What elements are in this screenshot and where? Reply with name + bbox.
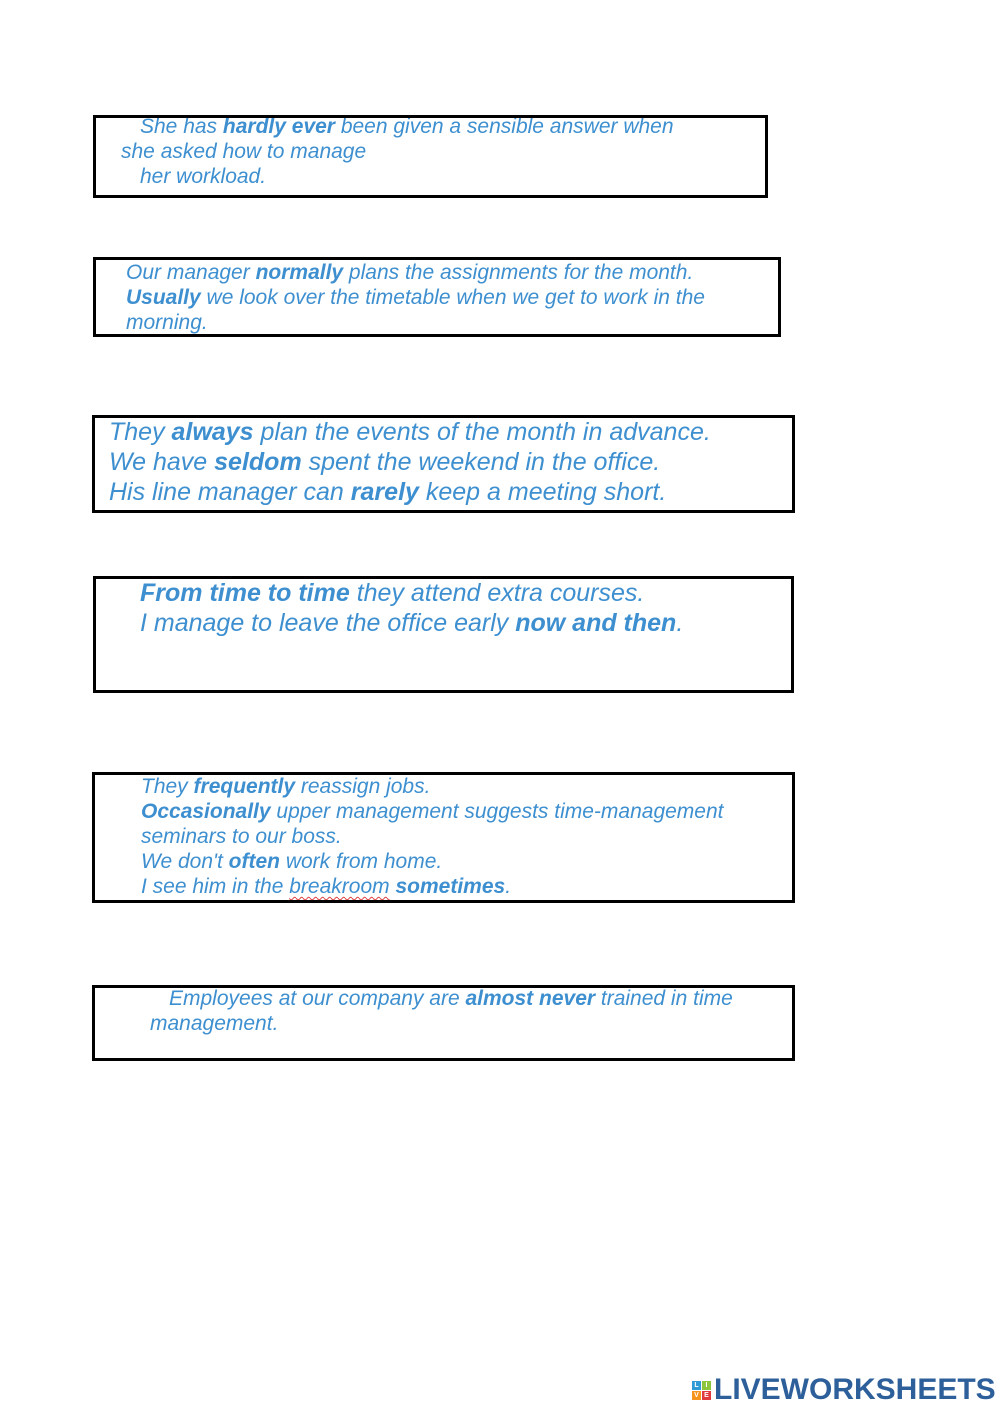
frequency-adverb: often bbox=[228, 850, 280, 873]
frequency-adverb: Occasionally bbox=[141, 800, 271, 823]
frequency-adverb: sometimes bbox=[395, 875, 506, 898]
sentence-line: I manage to leave the office early now and then. bbox=[140, 609, 684, 637]
sentence-line: Occasionally upper management suggests time-management bbox=[141, 800, 724, 823]
sentence-line: They frequently reassign jobs. bbox=[141, 775, 431, 798]
sentence-line: From time to time they attend extra courses. bbox=[140, 579, 645, 607]
frequency-adverb: rarely bbox=[350, 478, 419, 506]
sentence-line: His line manager can rarely keep a meeting short. bbox=[109, 478, 667, 506]
sentence-line: She has hardly ever been given a sensible answer when bbox=[140, 115, 674, 138]
sentence-line: her workload. bbox=[140, 165, 267, 188]
sentence-box-4 bbox=[93, 576, 794, 693]
sentence-line: seminars to our boss. bbox=[141, 825, 342, 848]
frequency-adverb: seldom bbox=[214, 448, 302, 476]
frequency-adverb: frequently bbox=[193, 775, 296, 798]
liveworksheets-mark-icon: L I V E bbox=[692, 1381, 711, 1400]
sentence-box-5 bbox=[92, 772, 795, 903]
sentence-line: Usually we look over the timetable when we get to work in the bbox=[126, 286, 705, 309]
sentence-line: We have seldom spent the weekend in the office. bbox=[109, 448, 661, 476]
sentence-line: We don't often work from home. bbox=[141, 850, 443, 873]
sentence-line: she asked how to manage bbox=[121, 140, 367, 163]
frequency-adverb: now and then bbox=[515, 609, 677, 637]
brand-name: LIVEWORKSHEETS bbox=[714, 1373, 996, 1406]
frequency-adverb: always bbox=[171, 418, 254, 446]
spellcheck-word: breakroom bbox=[289, 875, 390, 898]
frequency-adverb: hardly ever bbox=[222, 115, 335, 138]
sentence-line: Our manager normally plans the assignments for the month. bbox=[126, 261, 694, 284]
sentence-line: management. bbox=[150, 1012, 279, 1035]
sentence-box-1 bbox=[93, 115, 768, 198]
frequency-adverb: From time to time bbox=[140, 579, 350, 607]
frequency-adverb: Usually bbox=[126, 286, 201, 309]
sentence-box-6 bbox=[92, 985, 795, 1061]
frequency-adverb: normally bbox=[255, 261, 344, 284]
sentence-box-2 bbox=[93, 257, 781, 337]
sentence-box-3 bbox=[92, 415, 795, 513]
frequency-adverb: almost never bbox=[465, 987, 596, 1010]
sentence-line: They always plan the events of the month in advance. bbox=[109, 418, 711, 446]
sentence-line: Employees at our company are almost never trained in time bbox=[169, 987, 733, 1010]
sentence-line: I see him in the breakroom sometimes. bbox=[141, 875, 512, 898]
sentence-line: morning. bbox=[126, 311, 208, 334]
liveworksheets-logo bbox=[692, 1375, 996, 1405]
